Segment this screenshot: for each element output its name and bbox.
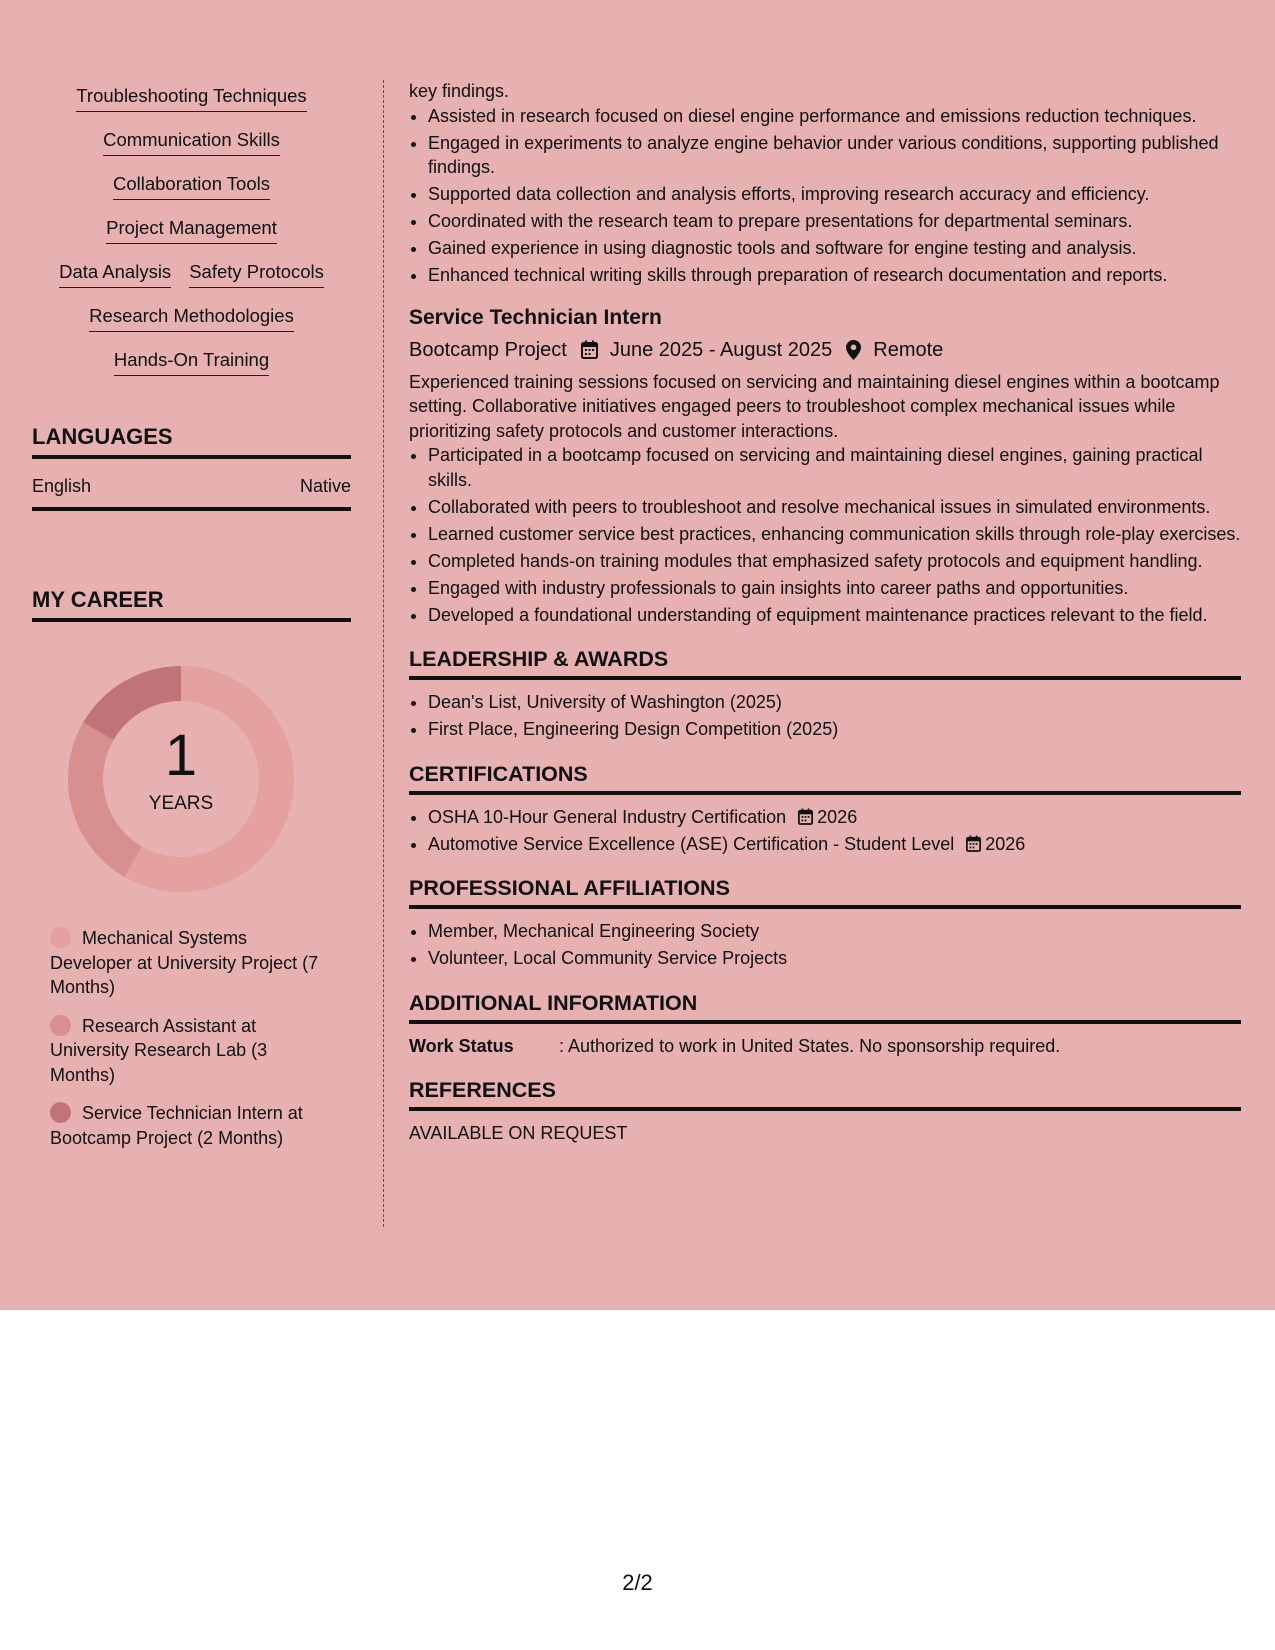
- award-item: • Dean's List, University of Washington (2025): [428, 690, 1241, 715]
- bullet-item: • Participated in a bootcamp focused on servicing and maintaining diesel engines, gaining practical skills.: [428, 443, 1241, 492]
- bullet-item: • Learned customer service best practices, enhancing communication skills through role-play exercises.: [428, 522, 1241, 547]
- job-meta: [409, 336, 1241, 364]
- continued-bullets: [409, 104, 1241, 288]
- certification-year: 2026: [817, 806, 858, 827]
- certification-name: OSHA 10-Hour General Industry Certification: [428, 806, 787, 827]
- bullet-item: • Assisted in research focused on diesel engine performance and emissions reduction techniques.: [428, 104, 1241, 129]
- affiliation-item: • Member, Mechanical Engineering Society: [428, 919, 1241, 944]
- certification-name: Automotive Service Excellence (ASE) Certification - Student Level: [428, 833, 955, 854]
- affiliations-list: [409, 919, 1241, 971]
- work-status-row: [409, 1034, 1241, 1058]
- affiliations-heading: PROFESSIONAL AFFILIATIONS: [409, 874, 1241, 909]
- continued-text: key findings.: [409, 81, 510, 101]
- bullet-item: • Gained experience in using diagnostic tools and software for engine testing and analysis.: [428, 236, 1241, 261]
- job-company: Bootcamp Project: [409, 338, 567, 361]
- bullet-item: • Engaged with industry professionals to gain insights into career paths and opportunities.: [428, 576, 1241, 601]
- legend-dot: [50, 927, 71, 948]
- legend-dot: [50, 1102, 71, 1123]
- right-column: [409, 79, 1241, 1145]
- certification-year: 2026: [985, 833, 1026, 854]
- references-heading: REFERENCES: [409, 1076, 1241, 1111]
- skill-item: Hands-On Training: [114, 348, 269, 376]
- language-name: English: [32, 476, 92, 496]
- skill-item: Research Methodologies: [89, 304, 294, 332]
- career-legend-item: [50, 1101, 320, 1150]
- legend-dot: [50, 1015, 71, 1036]
- skill-item: Project Management: [106, 216, 277, 244]
- certification-item: [428, 832, 1241, 857]
- skill-item: Communication Skills: [103, 128, 280, 156]
- additional-info-heading: ADDITIONAL INFORMATION: [409, 989, 1241, 1024]
- page-number: 2/2: [622, 1570, 653, 1595]
- calendar-icon: [581, 340, 598, 359]
- references-text: AVAILABLE ON REQUEST: [409, 1122, 628, 1143]
- calendar-icon: [798, 808, 813, 825]
- award-item: • First Place, Engineering Design Competition (2025): [428, 717, 1241, 742]
- job-bullets: [409, 443, 1241, 627]
- work-status-value: : Authorized to work in United States. No sponsorship required.: [559, 1035, 1061, 1056]
- career-total: 1: [164, 723, 198, 788]
- skill-item: Troubleshooting Techniques: [76, 84, 306, 112]
- legend-label: Service Technician Intern at Bootcamp Project (2 Months): [50, 1103, 303, 1148]
- skill-item: Collaboration Tools: [113, 172, 270, 200]
- bullet-item: • Engaged in experiments to analyze engine behavior under various conditions, supporting published findings.: [428, 131, 1241, 180]
- language-row: [32, 459, 351, 511]
- affiliation-item: • Volunteer, Local Community Service Projects: [428, 946, 1241, 971]
- language-level: Native: [299, 476, 351, 496]
- job-description: Experienced training sessions focused on servicing and maintaining diesel engines within a bootcamp setting. Collaborative initiatives engaged peers to troubleshoot complex mechanical issues while prioritizing safety protocols and customer interactions.: [409, 371, 1220, 441]
- bullet-item: • Supported data collection and analysis efforts, improving research accuracy and efficiency.: [428, 182, 1241, 207]
- bullet-item: • Developed a foundational understanding of equipment maintenance practices relevant to the field.: [428, 603, 1241, 628]
- certifications-list: [409, 805, 1241, 857]
- career-legend-item: [50, 926, 320, 1000]
- legend-label: Mechanical Systems Developer at University Project (7 Months): [50, 928, 319, 997]
- job-title: Service Technician Intern: [409, 305, 662, 329]
- job-location: Remote: [873, 338, 944, 361]
- bullet-item: • Enhanced technical writing skills through preparation of research documentation and reports.: [428, 263, 1241, 288]
- certification-item: [428, 805, 1241, 830]
- skill-item: Safety Protocols: [189, 260, 324, 288]
- career-donut: [66, 664, 296, 894]
- bullet-item: • Collaborated with peers to troubleshoot and resolve mechanical issues in simulated environments.: [428, 495, 1241, 520]
- location-pin-icon: [846, 340, 861, 360]
- career-heading: MY CAREER: [32, 587, 351, 622]
- career-legend: [50, 926, 320, 1150]
- bullet-item: • Completed hands-on training modules that emphasized safety protocols and equipment handling.: [428, 549, 1241, 574]
- work-status-label: Work Status: [409, 1035, 514, 1056]
- bullet-item: • Coordinated with the research team to prepare presentations for departmental seminars.: [428, 209, 1241, 234]
- career-legend-item: [50, 1014, 320, 1088]
- career-unit: YEARS: [148, 793, 214, 814]
- certifications-heading: CERTIFICATIONS: [409, 760, 1241, 795]
- leadership-list: [409, 690, 1241, 742]
- left-column: [32, 84, 351, 1164]
- skills-list: [32, 84, 351, 392]
- calendar-icon: [966, 835, 981, 852]
- skill-item: Data Analysis: [59, 260, 171, 288]
- leadership-heading: LEADERSHIP & AWARDS: [409, 645, 1241, 680]
- legend-label: Research Assistant at University Research Lab (3 Months): [50, 1015, 268, 1085]
- job-dates: June 2025 - August 2025: [609, 338, 833, 361]
- languages-heading: LANGUAGES: [32, 424, 351, 459]
- column-divider: [383, 80, 384, 1227]
